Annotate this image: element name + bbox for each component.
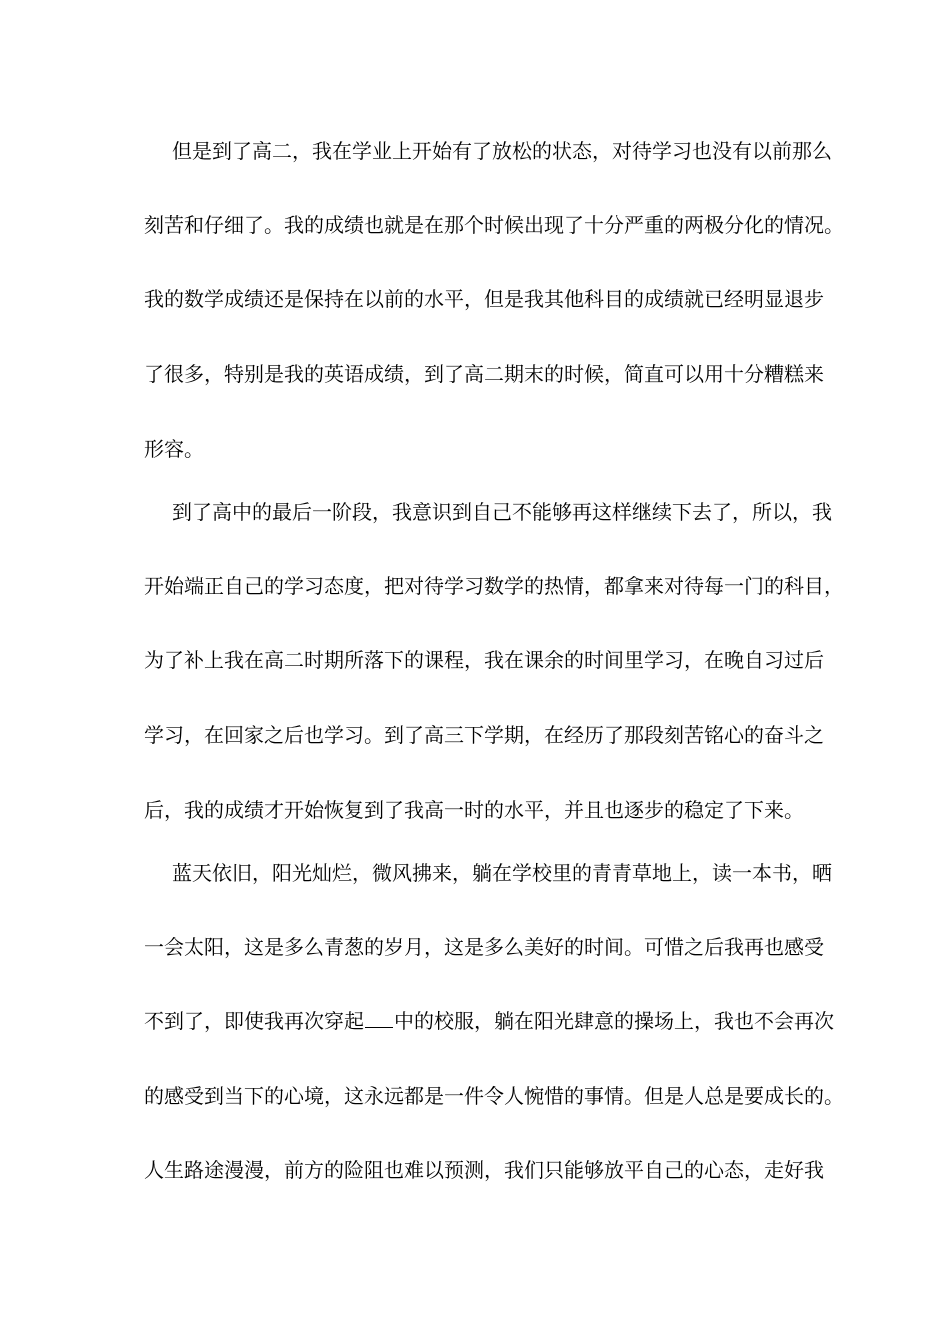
paragraph-2-line-3: 为了补上我在高二时期所落下的课程，我在课余的时间里学习，在晚自习过后	[144, 648, 824, 672]
paragraph-2-line-5: 后，我的成绩才开始恢复到了我高一时的水平，并且也逐步的稳定了下来。	[144, 798, 804, 822]
paragraph-3-line-2: 一会太阳，这是多么青葱的岁月，这是多么美好的时间。可惜之后我再也感受	[144, 935, 824, 959]
paragraph-1-line-4: 了很多，特别是我的英语成绩，到了高二期末的时候，简直可以用十分糟糕来	[144, 362, 824, 386]
paragraph-3-line-3	[144, 1006, 834, 1036]
paragraph-3-line-5: 人生路途漫漫，前方的险阻也难以预测，我们只能够放平自己的心态，走好我	[144, 1158, 824, 1182]
paragraph-1-line-3: 我的数学成绩还是保持在以前的水平，但是我其他科目的成绩就已经明显退步	[144, 287, 824, 311]
blank-underline	[365, 1009, 393, 1028]
paragraph-2-line-2: 开始端正自己的学习态度，把对待学习数学的热情，都拿来对待每一门的科目，	[144, 574, 844, 598]
paragraph-1-line-1: 但是到了高二，我在学业上开始有了放松的状态，对待学习也没有以前那么	[172, 139, 832, 163]
paragraph-3-line-4: 的感受到当下的心境，这永远都是一件令人惋惜的事情。但是人总是要成长的。	[144, 1084, 844, 1108]
paragraph-3-line-1: 蓝天依旧，阳光灿烂，微风拂来，躺在学校里的青青草地上，读一本书，晒	[172, 861, 832, 885]
paragraph-1-line-2: 刻苦和仔细了。我的成绩也就是在那个时候出现了十分严重的两极分化的情况。	[144, 213, 844, 237]
paragraph-3-line-3-end: 中的校服，躺在阳光肆意的操场上，我也不会再次	[394, 1009, 834, 1033]
paragraph-2-line-1: 到了高中的最后一阶段，我意识到自己不能够再这样继续下去了，所以，我	[172, 500, 832, 524]
paragraph-3-line-3-start: 不到了，即使我再次穿起	[144, 1009, 364, 1033]
paragraph-1-line-5: 形容。	[144, 437, 204, 461]
paragraph-2-line-4: 学习，在回家之后也学习。到了高三下学期，在经历了那段刻苦铭心的奋斗之	[144, 723, 824, 747]
